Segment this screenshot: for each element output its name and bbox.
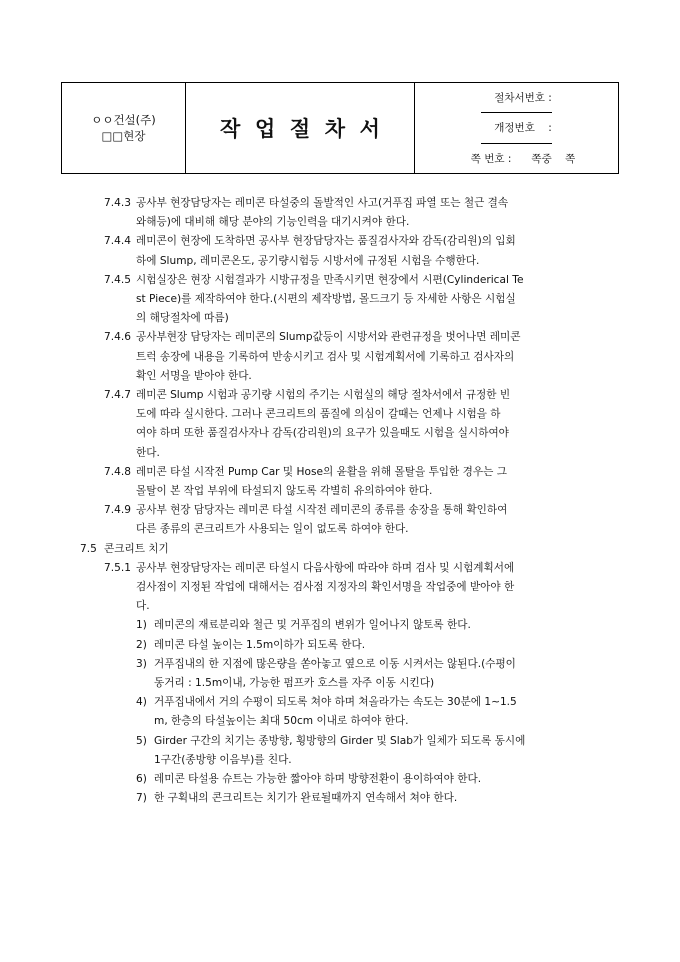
list-item-line: 거푸집내에서 거의 수평이 되도록 쳐야 하며 쳐올라가는 속도는 30분에 1∼1.5 — [154, 696, 517, 709]
list-item-line: 거푸집내의 한 지점에 많은량을 쏟아놓고 옆으로 이동 시켜서는 않된다.(수평이 — [154, 657, 516, 670]
clause-7-4-item-line: 여야 하며 또한 품질검사자나 감독(감리원)의 요구가 있을때도 시험을 실시하여야 — [136, 427, 509, 440]
section-heading-line: 콘크리트 치기 — [104, 542, 169, 555]
document-header — [61, 82, 619, 174]
clause-7-4-item-line: 공사부 현장담당자는 레미콘 타설중의 돌발적인 사고(거푸집 파열 또는 철근 결속 — [136, 197, 509, 209]
clause-7-4-item-line: 한다. — [136, 446, 160, 459]
clause-7-5-1-number: 7.5.1 — [104, 561, 131, 574]
clause-7-4-item-line: 공사부현장 담당자는 레미콘의 Slump값등이 시방서와 관련규정을 벗어나면 레미콘 — [136, 331, 521, 344]
list-item-line: m, 한층의 타설높이는 최대 50cm 이내로 하여야 한다. — [154, 715, 409, 728]
clause-7-4-item-line: st Piece)를 제작하여야 한다.(시편의 제작방법, 몰드크기 등 자세한 사항은 시험실 — [136, 293, 516, 305]
site-name: □□현장 — [101, 129, 146, 143]
clause-7-4-item-number: 7.4.5 — [104, 273, 131, 286]
list-item-line: 한 구획내의 콘크리트는 치기가 완료될때까지 연속해서 쳐야 한다. — [154, 792, 458, 805]
clause-7-4-item-line: 다른 종류의 콘크리트가 사용되는 일이 없도록 하여야 한다. — [136, 523, 409, 536]
clause-7-4-item-line: 트럭 송장에 내용을 기록하여 반송시키고 검사 및 시험계획서에 기록하고 검사자의 — [136, 350, 515, 363]
list-item-line: 1구간(종방향 이음부)를 친다. — [154, 753, 292, 766]
revision-number-row — [481, 113, 551, 143]
clause-7-4-item-line: 확인 서명을 받아야 한다. — [136, 369, 252, 382]
list-item-line: 레미콘 타설 높이는 1.5m이하가 되도록 한다. — [154, 638, 366, 651]
clause-7-4-item-line: 레미콘이 현장에 도착하면 공사부 현장담당자는 품질검사자와 감독(감리원)의 입회 — [136, 235, 516, 248]
clause-7-4-item-line: 몰탈이 본 작업 부위에 타설되지 않도록 각별히 유의하여야 한다. — [136, 485, 433, 497]
clause-7-4-item-number: 7.4.7 — [104, 389, 131, 401]
page-number-row — [458, 144, 575, 173]
clause-7-4-item-line: 의 해당절차에 따름) — [136, 312, 229, 325]
clause-7-5-1-line: 공사부 현장담당자는 레미콘 타설시 다음사항에 따라야 하며 검사 및 시험계획서에 — [136, 561, 515, 574]
list-item-number: 4) — [136, 696, 147, 709]
clause-7-4-item-line: 도에 따라 실시한다. 그러나 콘크리트의 품질에 의심이 갈때는 언제나 시험을 하 — [136, 408, 501, 421]
list-item-number: 6) — [136, 773, 147, 785]
clause-7-5-1-line: 다. — [136, 600, 150, 613]
company-cell — [62, 83, 186, 173]
company-name: ㅇㅇ건설(주) — [91, 113, 156, 127]
procedure-number-row — [481, 83, 552, 113]
clause-7-5-1-line: 검사점이 지정된 작업에 대해서는 검사점 지정자의 확인서명을 작업중에 받아야 한 — [136, 581, 515, 593]
list-item-number: 2) — [136, 638, 147, 651]
clause-7-4-item-line: 하에 Slump, 레미콘온도, 공기량시험등 시방서에 규정된 시험을 수행한다. — [136, 254, 480, 267]
clause-7-4-item-number: 7.4.3 — [104, 197, 131, 209]
clause-7-4-item-line: 시험실장은 현장 시험결과가 시방규정을 만족시키면 현장에서 시편(Cylinderical Te — [136, 273, 524, 286]
procedure-number-label: 절차서번호 : — [494, 92, 552, 105]
clause-7-4-item-number: 7.4.6 — [104, 331, 131, 344]
clause-7-4-item-line: 레미콘 타설 시작전 Pump Car 및 Hose의 윤활을 위해 몰탈을 투입한 경우는 그 — [136, 465, 507, 478]
list-item-line: 레미콘 타설용 슈트는 가능한 짧아야 하며 방향전환이 용이하여야 한다. — [154, 773, 482, 785]
list-item-number: 3) — [136, 657, 147, 670]
clause-7-4-item-line: 레미콘 Slump 시험과 공기량 시험의 주기는 시험실의 해당 절차서에서 규정한 빈 — [136, 389, 511, 401]
clause-7-4-item-number: 7.4.9 — [104, 504, 131, 517]
list-item-number: 1) — [136, 619, 147, 632]
meta-cell — [415, 83, 618, 173]
title-cell — [186, 83, 415, 173]
clause-7-4-item-number: 7.4.4 — [104, 235, 131, 248]
list-item-line: Girder 구간의 치기는 종방향, 횡방향의 Girder 및 Slab가 일체가 되도록 동시에 — [154, 734, 526, 747]
list-item-line: 레미콘의 재료분리와 철근 및 거푸집의 변위가 일어나지 않토록 한다. — [154, 619, 471, 632]
clause-7-4-item-number: 7.4.8 — [104, 465, 131, 478]
clause-7-4-item-line: 공사부 현장 담당자는 레미콘 타설 시작전 레미콘의 종류를 송장을 통해 확인하여 — [136, 504, 508, 517]
page-number-label: 쪽 번호 : 쪽중 쪽 — [470, 152, 576, 165]
section-heading-number: 7.5 — [80, 542, 97, 555]
list-item-number: 5) — [136, 734, 147, 747]
document-title: 작 업 절 차 서 — [220, 116, 380, 141]
revision-number-label: 개정번호 : — [494, 122, 552, 135]
clause-7-4-item-line: 와해등)에 대비해 해당 분야의 기능인력을 대기시켜야 한다. — [136, 216, 410, 229]
list-item-line: 동거리 : 1.5m이내, 가능한 펌프카 호스를 자주 이동 시킨다) — [154, 677, 435, 689]
list-item-number: 7) — [136, 792, 147, 805]
